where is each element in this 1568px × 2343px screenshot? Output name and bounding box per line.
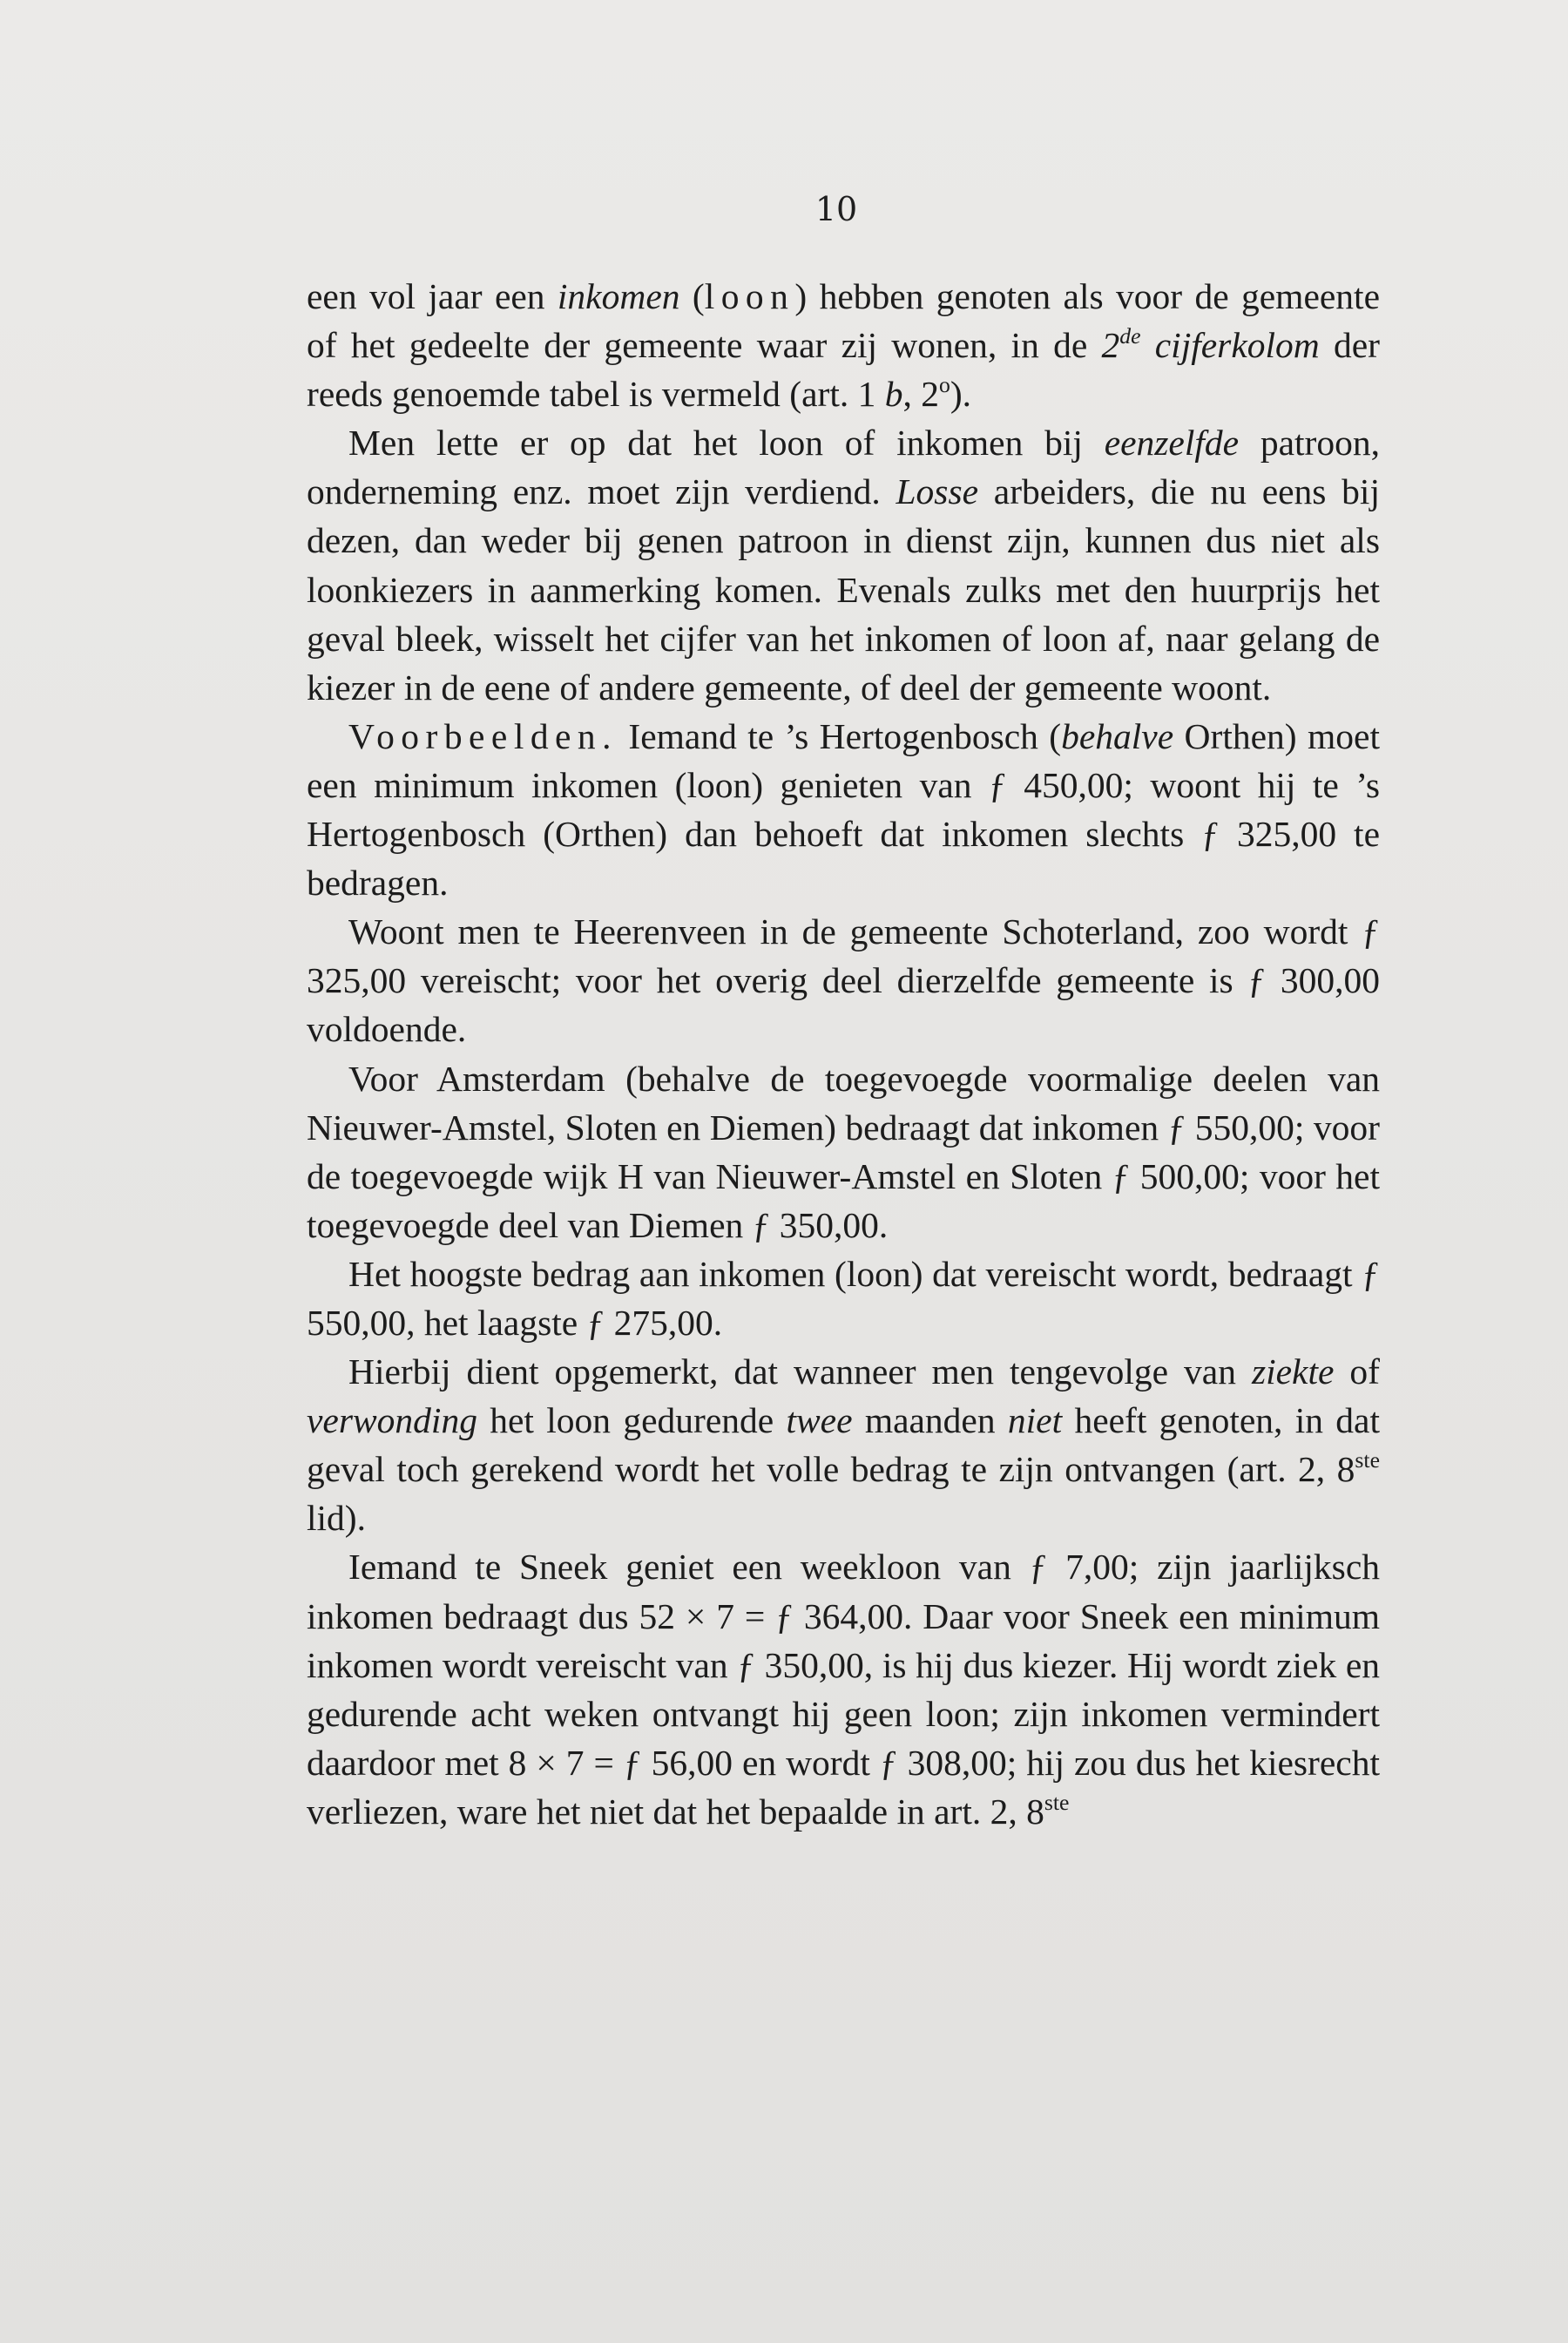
text-run: o [939,372,950,398]
text-run: ( [679,276,705,316]
text-run: ste [1044,1789,1070,1815]
text-run: Iemand te ’s Hertogenbosch ( [618,715,1062,756]
text-run: Iemand te Sneek geniet een weekloon van ƒ 7,00; zijn jaarlijksch inkomen bedraagt dus 52 × 7 = ƒ 364,00. Daar voor Sneek een minimum inkomen wordt vereischt van ƒ 350,00, is hij dus kiezer. Hij wordt ziek en gedurende acht weken ontvangt hij geen loon; zijn inkomen vermindert daardoor met 8 × 7 = ƒ 56,00 en wordt ƒ 308,00; hij zou dus het kiesrecht verliezen, ware het niet dat het bepaalde in art. 2, 8 [307,1547,1380,1832]
text-run: cijferkolom [1140,325,1320,366]
text-run: Losse [896,471,979,512]
text-run: loon [704,276,795,316]
paragraph-p4 [307,907,1380,1053]
text-run: de [1119,323,1141,349]
text-run: b [884,374,903,415]
text-run: heeft genoten, in dat geval toch gerekend wordt het volle bedrag te zijn ontvangen (art. 2, 8 [307,1400,1380,1490]
paragraph-p5 [307,1054,1380,1249]
text-run: lid). [307,1498,367,1539]
text-run: ) hebben genoten als voor de gemeente of het gedeelte der gemeente waar zij wonen, in de [307,276,1380,366]
text-run: maanden [852,1400,1008,1441]
paragraph-p1 [307,272,1380,418]
paragraph-p8 [307,1542,1380,1836]
text-run: Woont men te Heerenveen in de gemeente Schoterland, zoo wordt ƒ 325,00 vereischt; voor het overig deel dierzelfde gemeente is ƒ 300,00 voldoende. [307,911,1380,1050]
text-run: Het hoogste bedrag aan inkomen (loon) dat vereischt wordt, bedraagt ƒ 550,00, het laagste ƒ 275,00. [307,1253,1380,1343]
text-run: Hierbij dient opgemerkt, dat wanneer men tengevolge van [348,1351,1252,1392]
text-run: niet [1007,1400,1063,1441]
text-run: een vol jaar een [307,276,558,316]
text-run: Orthen) moet een minimum inkomen (loon) genieten van ƒ 450,00; woont hij te ’s Hertogenbosch (Orthen) dan behoeft dat inkomen slechts ƒ 325,00 te bedragen. [307,715,1380,904]
text-run: het loon gedurende [476,1400,787,1441]
text-run: ziekte [1251,1351,1335,1392]
text-run: inkomen [557,276,680,316]
text-run: arbeiders, die nu eens bij dezen, dan weder bij genen patroon in dienst zijn, kunnen dus niet als loonkiezers in aanmerking komen. Evenals zulks met den huurprijs het geval bleek, wisselt het cijfer van het inkomen of loon af, naar gelang de kiezer in de eene of andere gemeente, of deel der gemeente woont. [307,471,1380,708]
paragraph-p3 [307,712,1380,907]
text-run: of [1334,1351,1380,1392]
page-number: 10 [814,190,858,228]
text-run: der reeds genoemde tabel is vermeld (art. 1 [307,325,1380,415]
text-run: eenzelfde [1104,423,1240,464]
text-run: verwonding [307,1400,477,1441]
text-run: patroon, onderneming enz. moet zijn verdiend. [307,423,1380,512]
text-run: Men lette er op dat het loon of inkomen bij [348,423,1105,464]
paragraph-p6 [307,1249,1380,1347]
text-run: ste [1355,1447,1380,1473]
text-run: Voorbeelden. [348,715,618,756]
text-run: behalve [1061,715,1174,756]
text-run: Voor Amsterdam (behalve de toegevoegde voormalige deelen van Nieuwer-Amstel, Sloten en Diemen) bedraagt dat inkomen ƒ 550,00; voor de toegevoegde wijk H van Nieuwer-Amstel en Sloten ƒ 500,00; voor het toegevoegde deel van Diemen ƒ 350,00. [307,1058,1380,1245]
text-run: ). [950,374,972,415]
body-text [307,272,1380,1836]
text-run: , 2 [902,374,939,415]
paragraph-p2 [307,418,1380,712]
paragraph-p7 [307,1347,1380,1542]
text-run: 2 [1101,325,1120,366]
text-run: twee [786,1400,853,1441]
